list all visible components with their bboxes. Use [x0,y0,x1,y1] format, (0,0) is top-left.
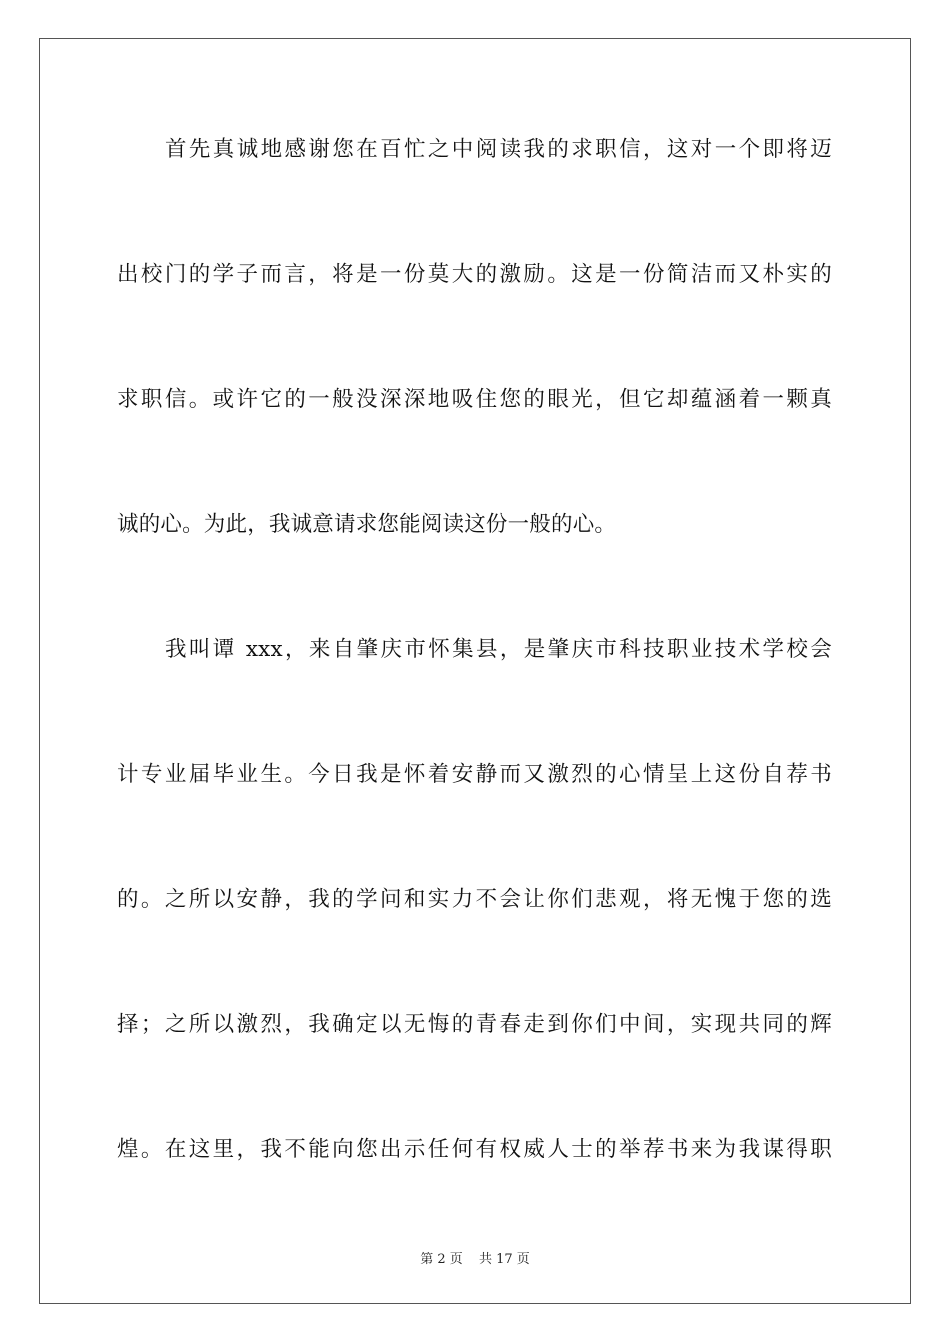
paragraph-2-line-5: 煌。在这里，我不能向您出示任何有权威人士的举荐书来为我谋得职 [117,1137,832,1162]
paragraph-1-line-4: 诚的心。为此，我诚意请求您能阅读这份一般的心。 [117,512,617,537]
paragraph-2-line-1: 我叫谭 xxx，来自肇庆市怀集县，是肇庆市科技职业技术学校会 [165,637,832,662]
page-footer [0,1248,950,1267]
paragraph-1-line-2: 出校门的学子而言，将是一份莫大的激励。这是一份简洁而又朴实的 [117,262,832,287]
page-total: 共 17 页 [478,1252,530,1267]
paragraph-2-line-4: 择；之所以激烈，我确定以无悔的青春走到你们中间，实现共同的辉 [117,1012,832,1037]
paragraph-1-line-3: 求职信。或许它的一般没深深地吸住您的眼光，但它却蕴涵着一颗真 [117,387,832,412]
paragraph-2-line-3: 的。之所以安静，我的学问和实力不会让你们悲观，将无愧于您的选 [117,887,832,912]
page-number: 第 2 页 [420,1252,463,1267]
page-border [39,38,911,1304]
paragraph-1-line-1: 首先真诚地感谢您在百忙之中阅读我的求职信，这对一个即将迈 [165,137,832,162]
paragraph-2-line-2: 计专业届毕业生。今日我是怀着安静而又激烈的心情呈上这份自荐书 [117,762,832,787]
